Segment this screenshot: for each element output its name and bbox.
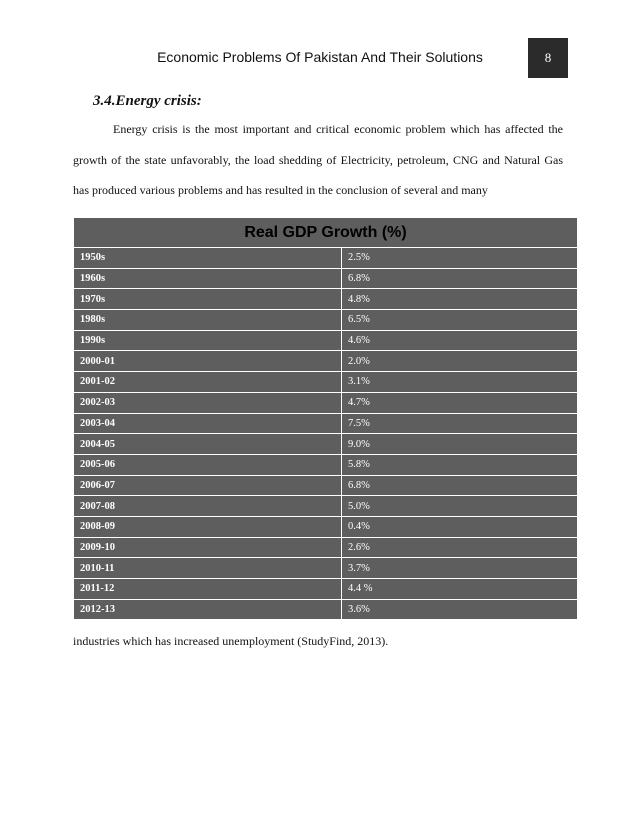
growth-value-cell: 6.5% [342,310,578,331]
table-header-row [74,218,578,248]
period-cell: 1950s [74,248,342,269]
table-row [74,434,578,455]
period-cell: 2012-13 [74,599,342,620]
growth-value-cell: 5.8% [342,454,578,475]
page-header-title: Economic Problems Of Pakistan And Their Solutions [157,49,483,65]
growth-value-cell: 4.6% [342,330,578,351]
period-cell: 2009-10 [74,537,342,558]
period-cell: 2000-01 [74,351,342,372]
period-cell: 2005-06 [74,454,342,475]
table-row [74,537,578,558]
table-row [74,496,578,517]
period-cell: 2004-05 [74,434,342,455]
period-cell: 1960s [74,268,342,289]
period-cell: 1990s [74,330,342,351]
growth-value-cell: 9.0% [342,434,578,455]
growth-value-cell: 3.7% [342,558,578,579]
table-row [74,454,578,475]
period-cell: 2007-08 [74,496,342,517]
table-row [74,579,578,600]
growth-value-cell: 7.5% [342,413,578,434]
period-cell: 2008-09 [74,516,342,537]
period-cell: 2006-07 [74,475,342,496]
period-cell: 2011-12 [74,579,342,600]
section-heading: 3.4.Energy crisis: [93,93,202,109]
table-row [74,558,578,579]
period-cell: 2002-03 [74,392,342,413]
period-cell: 2001-02 [74,372,342,393]
body-paragraph [73,114,563,206]
period-cell: 2010-11 [74,558,342,579]
table-title: Real GDP Growth (%) [74,218,578,248]
table-row [74,289,578,310]
paragraph-text: Energy crisis is the most important and critical economic problem which has affected the growth of the state unfavorably, the load shedding of Electricity, petroleum, CNG and Natural Gas has produced various problems and has resulted in the conclusion of several and many [73,122,563,197]
table-row [74,475,578,496]
table-row [74,351,578,372]
table-row [74,516,578,537]
period-cell: 1980s [74,310,342,331]
growth-value-cell: 6.8% [342,268,578,289]
growth-value-cell: 2.0% [342,351,578,372]
growth-value-cell: 3.6% [342,599,578,620]
growth-value-cell: 5.0% [342,496,578,517]
table-row [74,268,578,289]
table-body [74,248,578,620]
growth-value-cell: 2.6% [342,537,578,558]
gdp-growth-table [73,217,578,620]
table-row [74,599,578,620]
page-number: 8 [528,38,568,78]
growth-value-cell: 6.8% [342,475,578,496]
period-cell: 2003-04 [74,413,342,434]
table-row [74,413,578,434]
continuation-text: industries which has increased unemployment (StudyFind, 2013). [73,634,389,648]
table-row [74,330,578,351]
growth-value-cell: 3.1% [342,372,578,393]
growth-value-cell: 4.8% [342,289,578,310]
growth-value-cell: 4.7% [342,392,578,413]
table-row [74,310,578,331]
growth-value-cell: 0.4% [342,516,578,537]
table-row [74,392,578,413]
growth-value-cell: 2.5% [342,248,578,269]
table-row [74,372,578,393]
growth-value-cell: 4.4 % [342,579,578,600]
table-row [74,248,578,269]
period-cell: 1970s [74,289,342,310]
